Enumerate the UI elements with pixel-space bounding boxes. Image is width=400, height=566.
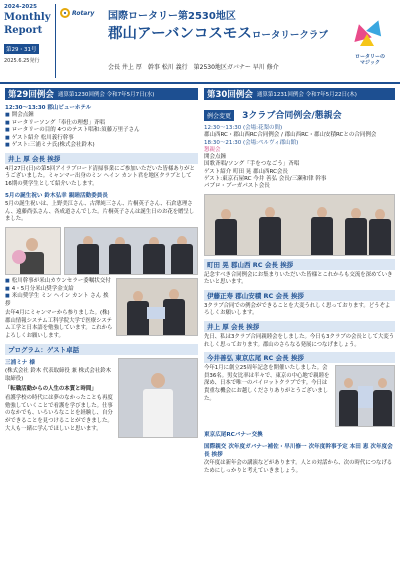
birthday-text: 5月の誕生祝いは、上野美江さん、古澤純三さん、片桐英子さん、石倉恵理さん、遠藤尚弘さん、各成道さんでした。片桐英子さんは誕生日のお花を贈呈しました。: [5, 201, 195, 223]
photo-flowers: [5, 227, 61, 275]
rotary-wordmark: Rotary: [72, 9, 95, 17]
president-greeting-text: 4月27日(日)の第5回アイラブロード清掃事業にご参加いただいた皆様ありがとうございました。ミャンマー出身のミン ヘイン カント君を地区クラブとして16期の奨学生として紹介いたします。: [5, 165, 195, 187]
machida-greeting-text: 記念すべき合同例会にお集まりいただいた皆様とこれからも交流を深めていきたいと思います。: [204, 271, 393, 286]
meeting-29-program: [5, 112, 198, 150]
logo-text: ロータリーの マジック: [354, 54, 385, 66]
program-item: 郡山西RC・郡山西RC合同例会 / 郡山西RC・郡山安積RCとの合同例会: [204, 132, 377, 139]
program-item: ■ ゲスト:三浦ミナ氏(株式会社鈴木): [5, 142, 198, 150]
meeting-30-program: [204, 125, 395, 191]
report-header: [0, 0, 400, 84]
program-item: ■ ゲスト紹介 松川義行幹事: [5, 135, 198, 143]
program-item: 18:30〜21:30 (会場:ペルヴィ郡山館): [204, 139, 299, 146]
rotary-wheel-icon: [60, 8, 70, 18]
district-name: 国際ロータリー第2530地区: [108, 11, 236, 22]
program-item: 12:30〜13:30 (会場:花梨の間): [204, 125, 283, 131]
meeting-30-bar: [204, 88, 395, 100]
inoue-greeting-text: 先日、私は3クラブ合同親睦会をしました。今日も3クラブの会長として大変うれしく思っております。郡山のさらなる発展につなげましょう。: [204, 334, 395, 348]
guest-speaker-affiliation: (株式会社 鈴木 代表取締役 兼 株式会社鈴木取締役): [5, 368, 111, 383]
imai-greeting-text: 今年1月に創立25周年記念を開催いたしました。会員36名。男女比率は半々で、東京の中心地で親睦を深め、日本で唯一のパイロットクラブです。今日は貴重な機会にお越しくださりありがとうございました。: [204, 365, 330, 402]
club-name-suffix: ロータリークラブ: [251, 30, 328, 41]
program-item: パブロ・ブーガパスト会長: [204, 183, 270, 190]
scholar-text: 去年4月にミャンマーから参りました。(株)郡山情報システム工科学院大学で医療システム工学と日本語を勉強しています。これからよろしくお願いします。: [5, 310, 113, 339]
club-name: [108, 22, 328, 43]
guest-item: ■ 米山奨学生 ミン ヘイン カント さん 挨拶: [5, 293, 113, 308]
meeting-change-badge: 例会変更: [204, 110, 234, 121]
program-item: ゲスト:東京石屋RC 今井 善弘 会長/三瀬和律 幹事: [204, 176, 327, 183]
program-item: ゲスト紹介 町田 晃 郡山西RC会長: [204, 168, 288, 175]
photo-scholar: [116, 278, 198, 336]
meeting-29-title: 第29回例会: [8, 90, 54, 100]
guest-talk-text: 看護学校の時代には夢のなかったことも再度勉強していくことで看護を学びました。仕事のなかでも、いろいろなことを経験し、自分ができることを見つけることができました。大人も一緒に学んでほしいと思います。: [5, 395, 113, 432]
birthday-head: 5月の誕生祝い 鈴木弘幸 親睦活動委員長: [5, 193, 108, 200]
rotary-logo: [60, 8, 94, 18]
program-item: ■ ロータリーソング「奉仕の理想」斉唱: [5, 120, 198, 128]
issue-number: 第29・31号: [4, 44, 39, 54]
meeting-29-bar: [5, 88, 198, 100]
inoue-greeting-head: 井上 厚 会長 挨拶: [204, 321, 395, 332]
star-icon: [360, 34, 374, 46]
meeting-30-title: 第30回例会: [207, 90, 253, 100]
program-item: ■ ロータリーの目的 4つのテスト唱和:須藤万里子さん: [5, 127, 198, 135]
report-title-1: Monthly: [4, 12, 51, 23]
banner-exchange-head: 東京広尾RCバナー交換: [204, 432, 263, 439]
guest-program-head: プログラム：ゲスト卓話: [5, 344, 198, 355]
club-name-main: 郡山アーバンコスモス: [108, 26, 252, 42]
issue-date: 2025.6.25発行: [4, 58, 40, 64]
machida-greeting-head: 町田 晃 郡山西 RC 会長 挨拶: [204, 259, 395, 270]
meeting-29-sub: 通算第1230回例会 令和7年5月7日(水): [57, 92, 155, 98]
guest-items: [5, 278, 113, 308]
photo-birthday-group: [64, 227, 198, 275]
program-item: 開会点鐘: [204, 154, 227, 161]
term-year: 2024-2025: [4, 4, 37, 10]
guest-item: ■ 松川幹事が米山カウンセラー委嘱状交付: [5, 278, 113, 286]
photo-banner-exchange: [335, 365, 395, 427]
photo-guest-speaker: [118, 358, 198, 438]
meeting-29-time: 12:30〜13:30 郡山ビューホテル: [5, 105, 92, 111]
photo-joint-meeting: [204, 194, 395, 256]
meeting-30-sub: 通算第1231回例会 令和7年5月22日(木): [256, 92, 357, 98]
imai-greeting-head: 今井善弘 東京広尾 RC 会長 挨拶: [204, 352, 395, 363]
guest-item: ■ 4・5月分米山奨学金支給: [5, 286, 113, 294]
closing-head: 国際親交 次年度ガバナー補佐・早川修一 次年度幹事予定 本田 恵 次年度会長 挨拶: [204, 444, 393, 459]
closing-text: 次年度は新年会の講演などがあります。人との対話から、次の時代につなげるためにしっかりと考えていきましょう。: [204, 460, 393, 474]
ito-greeting-head: 伊藤正寿 郡山安積 RC 会長 挨拶: [204, 290, 395, 301]
report-masthead: [4, 4, 56, 78]
ito-greeting-text: 3クラブ合同での例会ができることを大変うれしく思っております。どうぞよろしくお願いします。: [204, 302, 391, 317]
meeting-30-topic: 3クラブ合同例会/懇親会: [242, 111, 342, 121]
program-item: 懇親会: [204, 146, 221, 153]
left-column: [5, 88, 198, 438]
officers-line: 会長 井上 厚 幹事 松川 義行 第2530地区ガバナー 早川 修介: [108, 64, 279, 71]
president-greeting-head: 井上 厚 会長 挨拶: [5, 153, 198, 164]
magic-logo: [346, 20, 394, 78]
program-item: 国歌斉唱/ソング「手をつなごう」斉唱: [204, 161, 300, 168]
report-title-2: Report: [4, 25, 43, 36]
guest-talk-title: 「転職活動からの人生の本質と時間」: [5, 385, 97, 392]
program-item: ■ 開会点鐘: [5, 112, 198, 120]
guest-speaker-name: 三浦ミナ 様: [5, 360, 35, 367]
right-column: [204, 88, 395, 475]
